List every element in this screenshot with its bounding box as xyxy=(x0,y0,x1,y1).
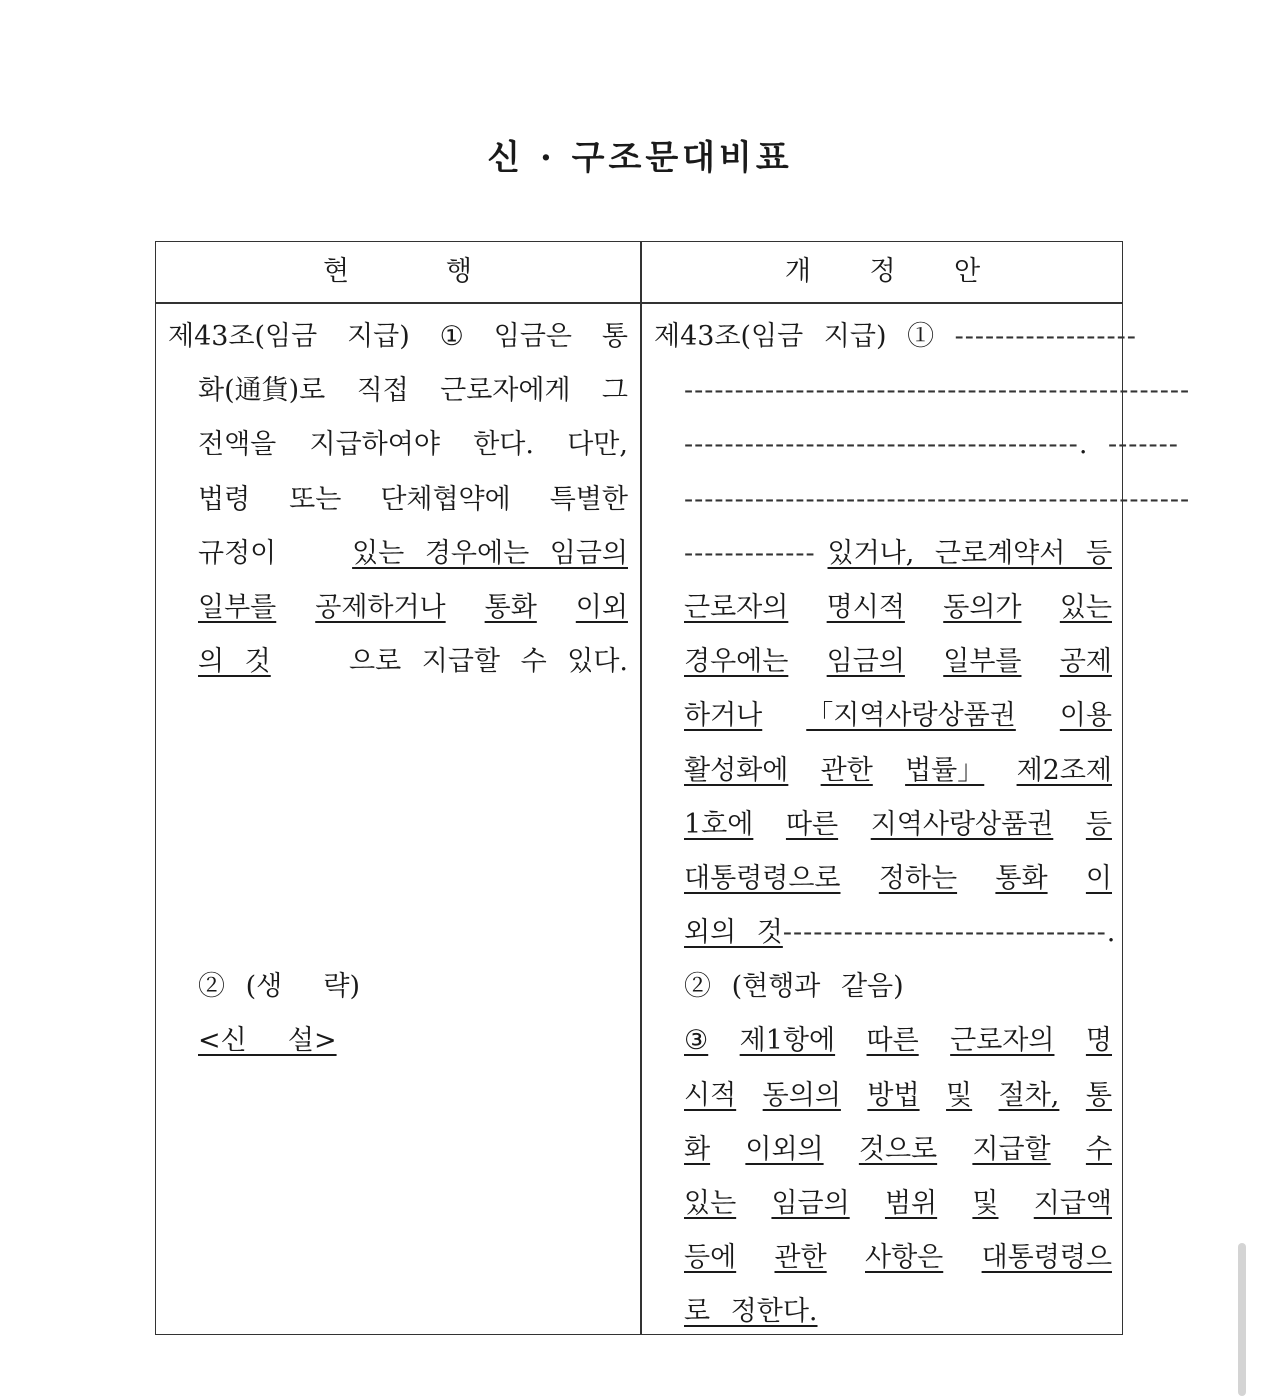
word: 있는 xyxy=(684,1188,737,1219)
word: 단체협약에 xyxy=(380,483,511,515)
proposed-line xyxy=(654,1014,1112,1068)
proposed-line xyxy=(654,1123,1112,1177)
text-segment xyxy=(684,1231,1112,1285)
word: ① xyxy=(439,321,464,352)
proposed-line xyxy=(654,418,1179,472)
word: 공제하거나 xyxy=(315,591,446,623)
word: 등 xyxy=(1085,808,1112,840)
text-segment: 제43조(임금 지급) ① xyxy=(654,321,955,352)
word: 통화 xyxy=(995,862,1048,894)
word: 것으로 xyxy=(858,1133,938,1165)
word: 임금의 xyxy=(771,1188,850,1219)
text-segment: 의 것 xyxy=(198,646,271,678)
proposed-line xyxy=(654,852,1112,906)
word: 통화 xyxy=(484,591,537,623)
comparison-table xyxy=(155,241,1191,1335)
text-segment xyxy=(684,635,1112,689)
proposed-line xyxy=(654,960,1112,1014)
word: 화(通貨)로 xyxy=(198,375,326,407)
word: 지급할 xyxy=(972,1133,1051,1165)
current-line xyxy=(168,798,628,852)
proposed-line xyxy=(654,744,1112,798)
word: 지역사랑상품권 xyxy=(870,808,1054,840)
text-segment: . xyxy=(1106,917,1116,949)
word: 및 xyxy=(946,1079,973,1111)
word: 근로자에게 xyxy=(440,375,571,407)
proposed-line xyxy=(654,906,1116,960)
text-segment: 규정이 xyxy=(198,537,297,569)
word: 제1항에 xyxy=(739,1025,836,1057)
current-line xyxy=(168,960,628,1014)
proposed-line xyxy=(654,581,1112,635)
text-segment: ② (생 략) xyxy=(198,971,360,1003)
text-segment: . xyxy=(1078,429,1108,461)
vertical-scrollbar[interactable] xyxy=(1238,1243,1246,1396)
word: 범위 xyxy=(884,1188,938,1219)
word: 방법 xyxy=(867,1079,920,1111)
word: 시적 xyxy=(684,1079,737,1111)
proposed-line xyxy=(654,310,1137,364)
text-segment xyxy=(198,364,628,418)
current-line xyxy=(168,473,628,527)
current-line xyxy=(168,1014,628,1068)
word: 따른 xyxy=(866,1025,919,1057)
text-segment xyxy=(684,852,1112,906)
word: 통 xyxy=(601,321,628,352)
word: 등에 xyxy=(684,1242,737,1274)
text-segment xyxy=(684,1069,1112,1123)
word: 통 xyxy=(1085,1079,1112,1111)
header-current: 현 행 xyxy=(323,256,473,287)
word: 하거나 xyxy=(684,700,763,732)
text-segment xyxy=(684,1177,1112,1231)
word: 화 xyxy=(684,1133,711,1165)
column-divider xyxy=(640,242,642,1334)
document-title: 신 · 구조문대비표 xyxy=(487,138,793,178)
word: 동의의 xyxy=(762,1079,841,1111)
omission-dashes: --------------------------------------- xyxy=(684,429,1079,461)
omission-dashes: -------------------------------------------------- xyxy=(684,375,1191,407)
text-segment: 외의 것 xyxy=(684,917,783,949)
text-segment xyxy=(684,1014,1112,1068)
word: 특별한 xyxy=(549,483,628,515)
text-segment: 으로 지급할 수 있다. xyxy=(349,646,628,678)
word: 제43조(임금 xyxy=(168,321,318,352)
text-segment xyxy=(684,1123,1112,1177)
text-segment xyxy=(198,473,628,527)
header-proposed: 개 정 안 xyxy=(784,256,982,287)
omission-dashes: ------- xyxy=(1107,429,1179,461)
current-line xyxy=(168,527,628,581)
text-segment xyxy=(198,581,628,635)
text-segment xyxy=(684,798,1112,852)
current-line xyxy=(168,906,628,960)
proposed-line xyxy=(654,798,1112,852)
text-segment xyxy=(684,581,1112,635)
word: 일부를 xyxy=(198,591,277,623)
text-segment: 로 정한다. xyxy=(684,1296,818,1328)
word: 활성화에 xyxy=(684,754,789,786)
text-segment xyxy=(198,418,628,472)
omission-dashes: -------------------------------- xyxy=(782,917,1107,949)
proposed-line xyxy=(654,1231,1112,1285)
text-segment xyxy=(684,689,1112,743)
word: 명 xyxy=(1085,1025,1112,1057)
word: 있는 xyxy=(1059,591,1112,623)
word: 동의가 xyxy=(943,591,1022,623)
word: 법령 xyxy=(198,483,251,515)
word: 근로자의 xyxy=(950,1025,1055,1057)
current-line xyxy=(168,689,628,743)
proposed-line xyxy=(654,689,1112,743)
current-line xyxy=(168,364,628,418)
text-segment: 있거나, 근로계약서 등 xyxy=(827,537,1112,569)
word: 지급액 xyxy=(1033,1188,1112,1219)
word: 임금은 xyxy=(493,321,573,352)
proposed-line xyxy=(654,1285,1112,1339)
word: 직접 xyxy=(356,375,409,407)
word: 전액을 xyxy=(198,429,277,461)
text-segment xyxy=(168,310,628,364)
word: 그 xyxy=(601,375,628,407)
word: 따른 xyxy=(785,808,839,840)
text-segment: <신 설> xyxy=(198,1025,337,1057)
proposed-text-column xyxy=(654,310,1191,1340)
word: 경우에는 xyxy=(684,646,789,678)
omission-dashes: ------------------ xyxy=(954,321,1137,352)
word: 이외 xyxy=(575,591,628,623)
word: 지급하여야 xyxy=(309,429,440,461)
proposed-line xyxy=(654,364,1191,418)
current-line xyxy=(168,310,628,364)
omission-dashes: -------------------------------------------------- xyxy=(684,483,1191,515)
proposed-line xyxy=(654,635,1112,689)
word: 대통령령으 xyxy=(981,1242,1112,1274)
current-text-column xyxy=(168,310,628,1069)
text-segment xyxy=(684,744,1112,798)
word: 이외의 xyxy=(745,1133,824,1165)
word: 수 xyxy=(1085,1133,1112,1165)
text-segment: ② (현행과 같음) xyxy=(684,971,904,1003)
proposed-line xyxy=(654,1177,1112,1231)
word: 명시적 xyxy=(826,591,905,623)
word: 이 xyxy=(1085,862,1112,894)
proposed-line xyxy=(654,473,1191,527)
word: 또는 xyxy=(289,483,342,515)
word: 1호에 xyxy=(684,808,754,840)
current-line xyxy=(168,581,628,635)
word: 법률」 xyxy=(905,754,985,786)
word: 관한 xyxy=(820,754,873,786)
proposed-line xyxy=(654,1069,1112,1123)
word: 절차, xyxy=(998,1079,1060,1111)
word: 공제 xyxy=(1059,646,1112,678)
word: 이용 xyxy=(1059,700,1112,732)
word: 다만, xyxy=(567,429,628,461)
omission-dashes: ------------- xyxy=(684,537,816,569)
current-line xyxy=(168,852,628,906)
proposed-line xyxy=(654,527,1112,581)
text-segment: 있는 경우에는 임금의 xyxy=(352,537,628,569)
word: 한다. xyxy=(473,429,534,461)
word: 임금의 xyxy=(826,646,905,678)
word: ③ xyxy=(684,1025,709,1057)
header-divider xyxy=(156,302,1122,304)
word: 근로자의 xyxy=(684,591,789,623)
current-line xyxy=(168,635,628,689)
current-line xyxy=(168,744,628,798)
word: 관한 xyxy=(774,1242,827,1274)
word: 지급) xyxy=(347,321,410,352)
word: 정하는 xyxy=(878,862,958,894)
word: 및 xyxy=(972,1188,999,1219)
word: 대통령령으로 xyxy=(684,862,841,894)
word: 제2조제 xyxy=(1016,754,1112,786)
word: 「지역사랑상품권 xyxy=(806,700,1016,732)
word: 사항은 xyxy=(865,1242,944,1274)
current-line xyxy=(168,418,628,472)
word: 일부를 xyxy=(943,646,1022,678)
